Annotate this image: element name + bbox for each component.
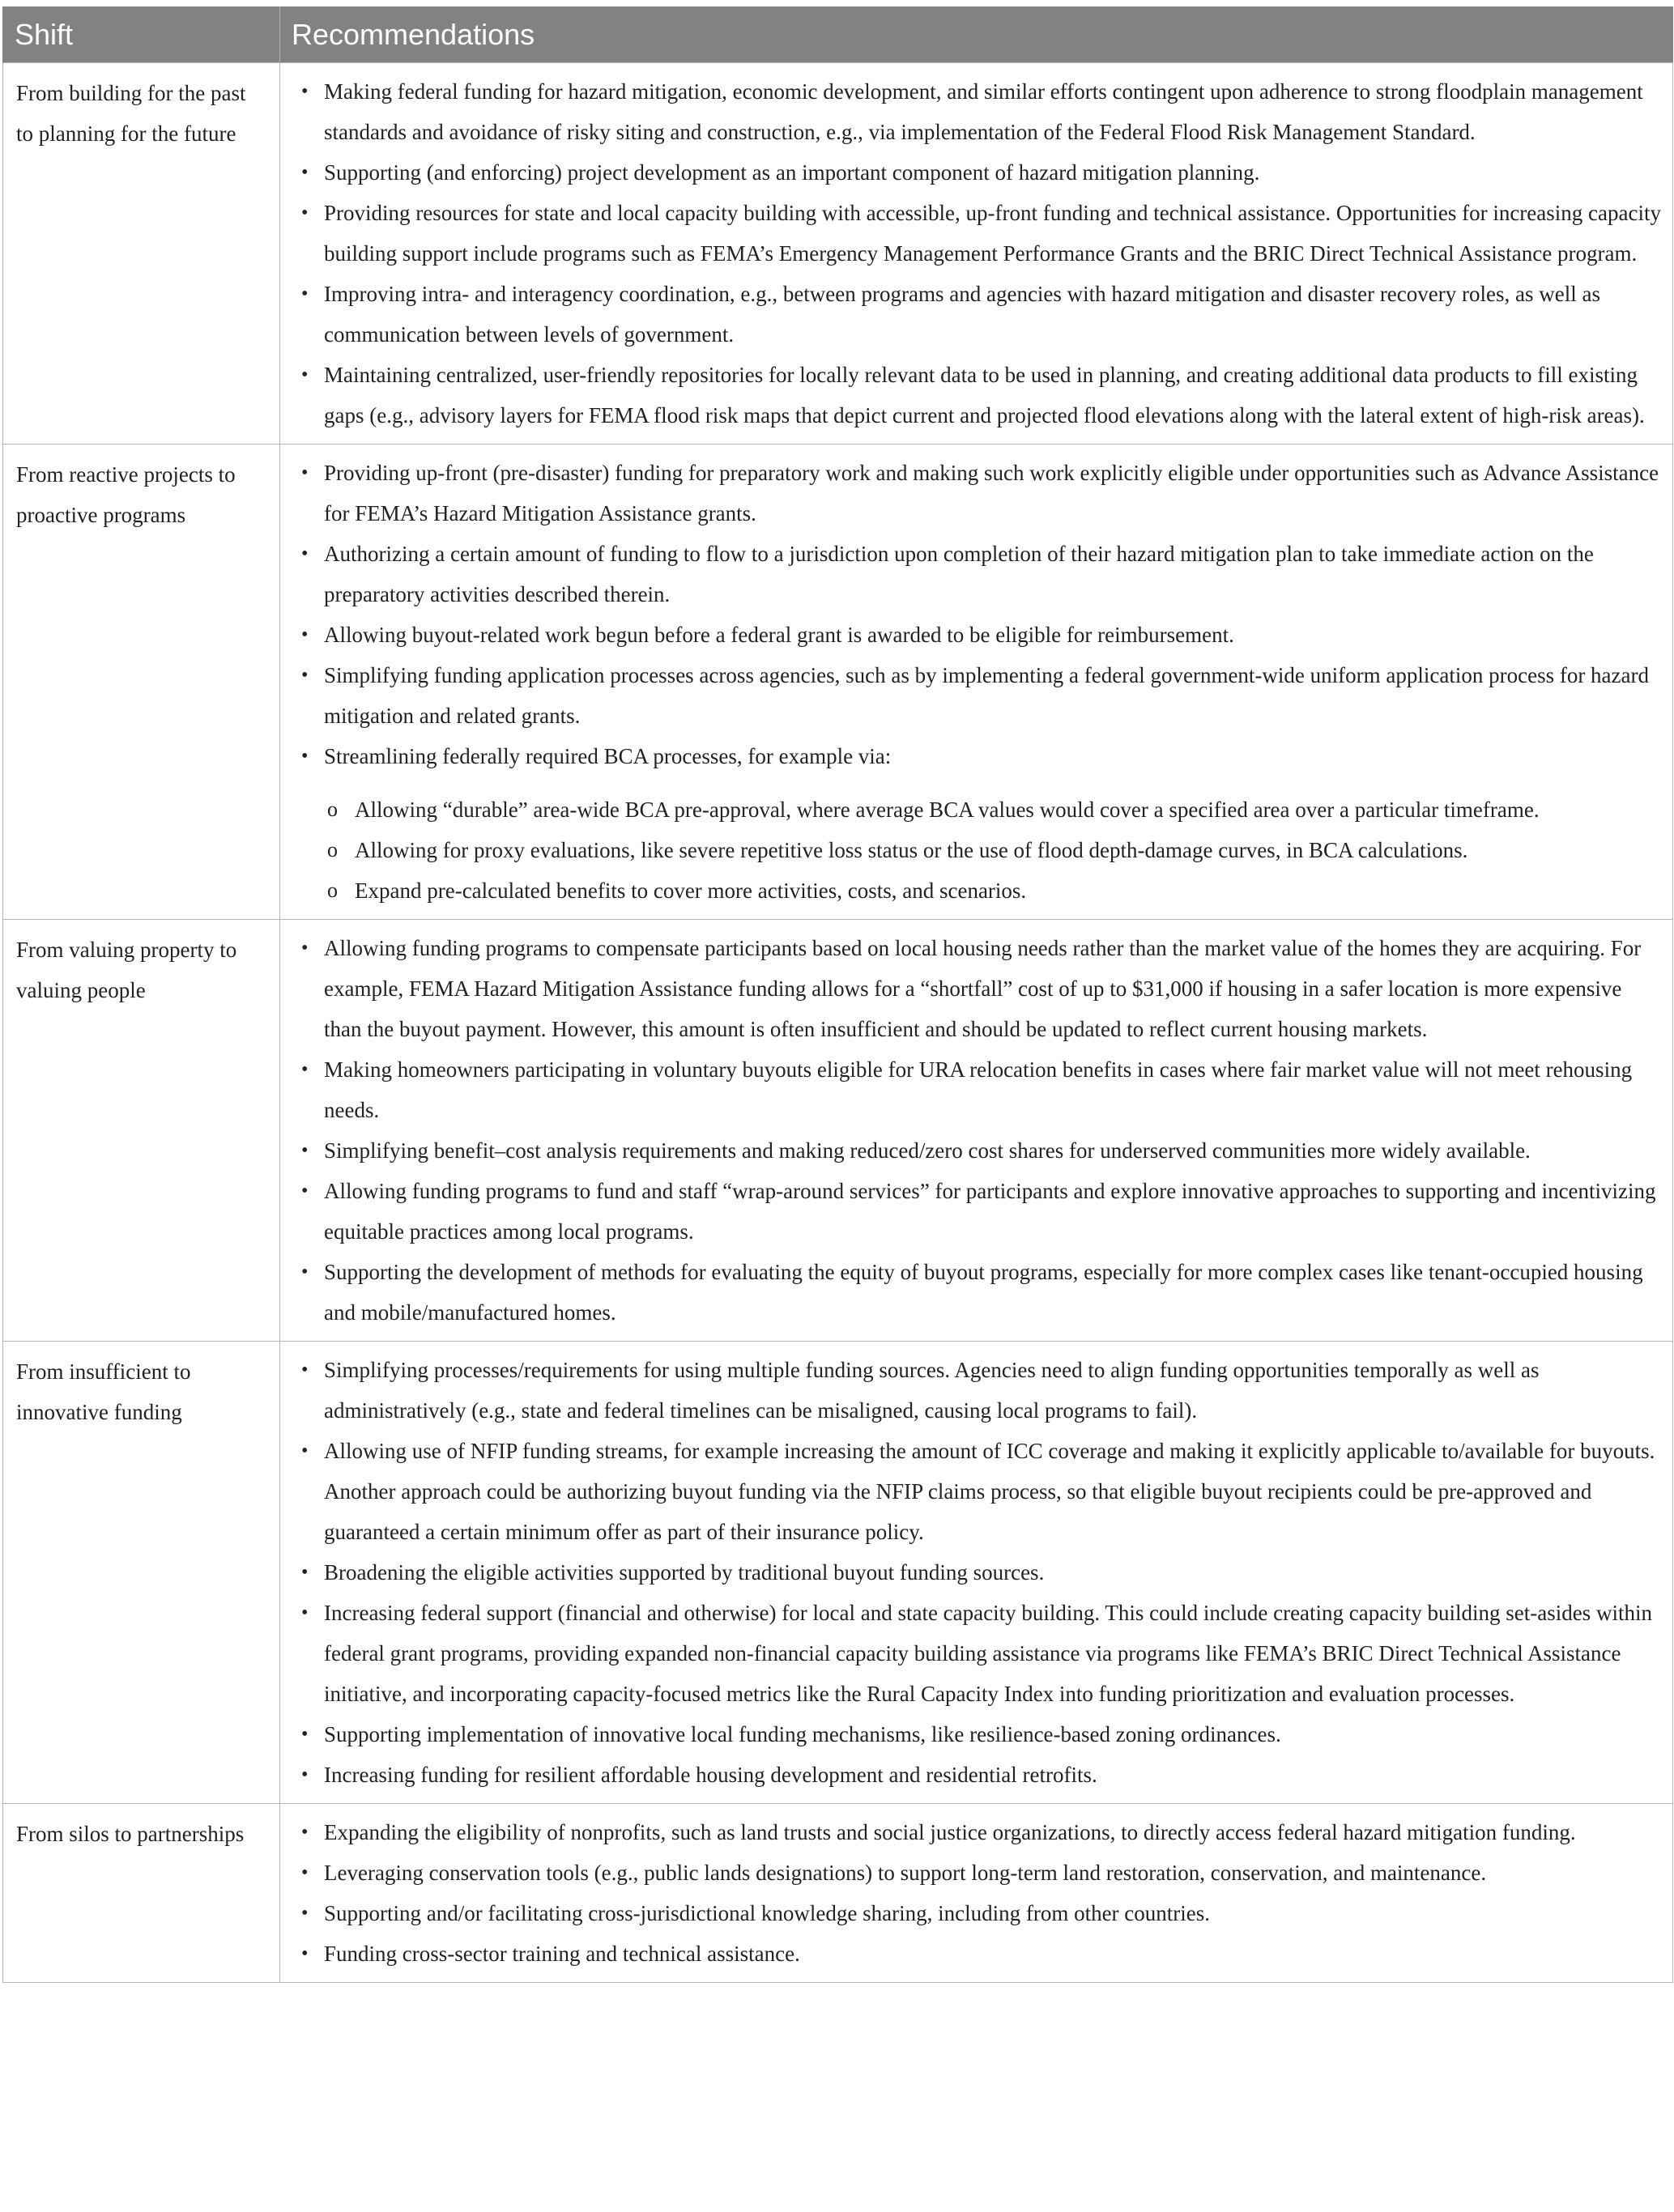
recommendation-item: [293, 1933, 1661, 1974]
recommendation-text: Supporting and/or facilitating cross-jurisdictional knowledge sharing, including from other countries.: [324, 1901, 1211, 1925]
recommendation-text: Making federal funding for hazard mitigation, economic development, and similar efforts contingent upon adherence to strong floodplain management standards and avoidance of risky siting and construction, e.g., via implementation of the Federal Flood Risk Management Standard.: [324, 79, 1643, 144]
recommendations-table-container: [2, 6, 1672, 1983]
recommendation-text: Supporting (and enforcing) project development as an important component of hazard mitigation planning.: [324, 160, 1260, 185]
table-header: [3, 6, 1673, 63]
table-row: [3, 445, 1673, 920]
table-row: [3, 920, 1673, 1342]
header-row: [3, 6, 1673, 63]
recommendation-text: Improving intra- and interagency coordination, e.g., between programs and agencies with hazard mitigation and disaster recovery roles, as well as communication between levels of government.: [324, 282, 1600, 347]
recommendation-text: Making homeowners participating in voluntary buyouts eligible for URA relocation benefits in cases where fair market value will not meet rehousing needs.: [324, 1057, 1633, 1122]
recommendation-text: Simplifying processes/requirements for using multiple funding sources. Agencies need to align funding opportunities temporally as well as administratively (e.g., state and federal timelines can be misaligned, causing local programs to fail).: [324, 1358, 1540, 1423]
sub-recommendation-item: o Allowing for proxy evaluations, like severe repetitive loss status or the use of flood depth-damage curves, in BCA calculations.: [324, 830, 1661, 870]
recommendation-item: [293, 1171, 1661, 1252]
header-recommendations: Recommendations: [280, 6, 1673, 63]
header-shift: Shift: [3, 6, 280, 63]
recommendation-item: [293, 355, 1661, 436]
recommendations-cell: [280, 1342, 1673, 1804]
recommendation-text: Leveraging conservation tools (e.g., public lands designations) to support long-term land restoration, conservation, and maintenance.: [324, 1861, 1487, 1885]
sub-recommendation-list: [324, 789, 1661, 911]
shift-cell: From silos to partnerships: [3, 1804, 280, 1983]
recommendation-item: [293, 655, 1661, 736]
recommendation-text: Simplifying funding application processes across agencies, such as by implementing a federal government-wide uniform application process for hazard mitigation and related grants.: [324, 663, 1650, 728]
recommendation-item: [293, 193, 1661, 274]
sub-recommendation-item: o Allowing “durable” area-wide BCA pre-approval, where average BCA values would cover a specified area over a particular timeframe.: [324, 789, 1661, 830]
recommendation-item: [293, 1049, 1661, 1130]
recommendation-text: Authorizing a certain amount of funding to flow to a jurisdiction upon completion of their hazard mitigation plan to take immediate action on the preparatory activities described therein.: [324, 542, 1594, 606]
recommendation-text: Increasing federal support (financial and otherwise) for local and state capacity building. This could include creating capacity building set-asides within federal grant programs, providing expanded non-financial capacity building assistance via programs like FEMA’s BRIC Direct Technical Assistance initiative, and incorporating capacity-focused metrics like the Rural Capacity Index into funding prioritization and evaluation processes.: [324, 1601, 1652, 1706]
recommendation-text: Supporting implementation of innovative local funding mechanisms, like resilience-based zoning ordinances.: [324, 1722, 1281, 1746]
table-row: [3, 63, 1673, 445]
recommendation-item: [293, 274, 1661, 355]
recommendations-cell: [280, 920, 1673, 1342]
recommendation-item: [293, 615, 1661, 655]
recommendation-text: Simplifying benefit–cost analysis requirements and making reduced/zero cost shares for underserved communities more widely available.: [324, 1138, 1531, 1163]
recommendation-text: Allowing funding programs to compensate participants based on local housing needs rather than the market value of the homes they are acquiring. For example, FEMA Hazard Mitigation Assistance funding allows for a “shortfall” cost of up to $31,000 if housing in a safer location is more expensive than the buyout payment. However, this amount is often insufficient and should be updated to reflect current housing markets.: [324, 936, 1642, 1041]
recommendations-table: [2, 6, 1673, 1983]
recommendation-text: Increasing funding for resilient affordable housing development and residential retrofits.: [324, 1763, 1097, 1787]
recommendation-list: [293, 453, 1661, 911]
recommendation-item: [293, 736, 1661, 911]
recommendations-cell: [280, 445, 1673, 920]
recommendation-item: [293, 71, 1661, 152]
recommendation-item: [293, 1552, 1661, 1593]
recommendation-text: Broadening the eligible activities supported by traditional buyout funding sources.: [324, 1560, 1045, 1585]
recommendation-item: [293, 534, 1661, 615]
recommendation-text: Maintaining centralized, user-friendly repositories for locally relevant data to be used in planning, and creating additional data products to fill existing gaps (e.g., advisory layers for FEMA flood risk maps that depict current and projected flood elevations along with the lateral extent of high-risk areas).: [324, 363, 1645, 428]
shift-cell: From valuing property to valuing people: [3, 920, 280, 1342]
recommendation-text: Allowing funding programs to fund and staff “wrap-around services” for participants and explore innovative approaches to supporting and incentivizing equitable practices among local programs.: [324, 1179, 1656, 1244]
recommendation-text: Providing up-front (pre-disaster) funding for preparatory work and making such work explicitly eligible under opportunities such as Advance Assistance for FEMA’s Hazard Mitigation Assistance grants.: [324, 461, 1659, 525]
recommendation-text: Supporting the development of methods for evaluating the equity of buyout programs, especially for more complex cases like tenant-occupied housing and mobile/manufactured homes.: [324, 1260, 1643, 1325]
shift-cell: From insufficient to innovative funding: [3, 1342, 280, 1804]
recommendation-item: [293, 928, 1661, 1049]
table-row: [3, 1804, 1673, 1983]
sub-recommendation-item: o Expand pre-calculated benefits to cover more activities, costs, and scenarios.: [324, 870, 1661, 911]
recommendation-text: Allowing use of NFIP funding streams, for example increasing the amount of ICC coverage and making it explicitly applicable to/available for buyouts. Another approach could be authorizing buyout funding via the NFIP claims process, so that eligible buyout recipients could be pre-approved and guaranteed a certain minimum offer as part of their insurance policy.: [324, 1439, 1655, 1544]
recommendation-text: Allowing buyout-related work begun before a federal grant is awarded to be eligible for reimbursement.: [324, 623, 1234, 647]
recommendation-text: Expanding the eligibility of nonprofits, such as land trusts and social justice organizations, to directly access federal hazard mitigation funding.: [324, 1820, 1576, 1844]
recommendation-text: Funding cross-sector training and technical assistance.: [324, 1942, 800, 1966]
recommendations-cell: [280, 63, 1673, 445]
recommendation-text: Streamlining federally required BCA processes, for example via:: [324, 744, 892, 768]
recommendation-item: [293, 1431, 1661, 1552]
recommendation-item: [293, 1130, 1661, 1171]
recommendation-list: [293, 1812, 1661, 1974]
shift-cell: From building for the past to planning for the future: [3, 63, 280, 445]
shift-cell: From reactive projects to proactive programs: [3, 445, 280, 920]
recommendations-cell: [280, 1804, 1673, 1983]
recommendation-list: [293, 928, 1661, 1333]
recommendation-item: [293, 1252, 1661, 1333]
recommendation-item: [293, 453, 1661, 534]
recommendation-item: [293, 152, 1661, 193]
recommendation-list: [293, 1350, 1661, 1795]
recommendation-item: [293, 1350, 1661, 1431]
recommendation-text: Providing resources for state and local capacity building with accessible, up-front funding and technical assistance. Opportunities for increasing capacity building support include programs such as FEMA’s Emergency Management Performance Grants and the BRIC Direct Technical Assistance program.: [324, 201, 1661, 266]
recommendation-item: [293, 1714, 1661, 1755]
recommendation-item: [293, 1755, 1661, 1795]
recommendation-item: [293, 1853, 1661, 1893]
recommendation-list: [293, 71, 1661, 436]
table-body: [3, 63, 1673, 1983]
recommendation-item: [293, 1593, 1661, 1714]
table-row: [3, 1342, 1673, 1804]
recommendation-item: [293, 1812, 1661, 1853]
recommendation-item: [293, 1893, 1661, 1933]
